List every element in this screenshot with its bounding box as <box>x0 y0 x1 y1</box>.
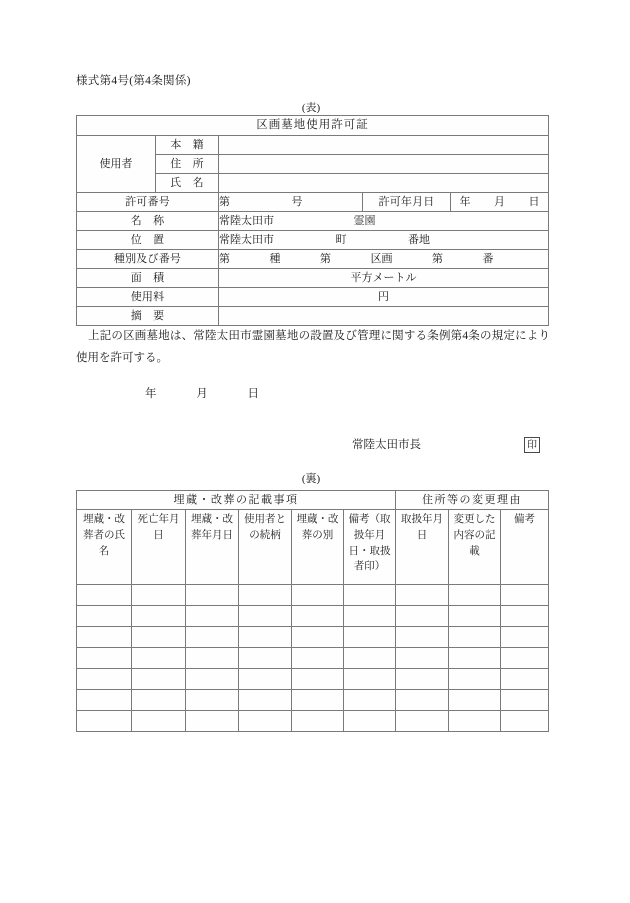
label-jusho: 住 所 <box>156 155 219 174</box>
cell[interactable] <box>292 648 344 669</box>
cell[interactable] <box>132 585 186 606</box>
value-honseki[interactable] <box>219 136 549 155</box>
cell[interactable] <box>132 606 186 627</box>
table-row <box>77 648 549 669</box>
label-permit-number: 許可番号 <box>77 193 219 212</box>
cell[interactable] <box>132 627 186 648</box>
cell[interactable] <box>239 606 292 627</box>
table-row-area <box>77 269 549 288</box>
cell[interactable] <box>239 648 292 669</box>
label-permit-date: 許可年月日 <box>363 193 451 212</box>
cell[interactable] <box>449 690 501 711</box>
cell[interactable] <box>344 627 396 648</box>
issue-date-day: 日 <box>247 388 259 400</box>
permit-number-suffix: 号 <box>291 195 303 208</box>
signer-name: 常陸太田市長 <box>352 439 421 451</box>
table-row <box>77 669 549 690</box>
cell[interactable] <box>449 669 501 690</box>
permit-date-day: 日 <box>528 195 540 208</box>
cell[interactable] <box>344 669 396 690</box>
column-header-relationship: 使用者との続柄 <box>239 510 292 585</box>
cell[interactable] <box>449 648 501 669</box>
cell[interactable] <box>292 711 344 732</box>
table-row-column-headers <box>77 510 549 585</box>
cell[interactable] <box>344 585 396 606</box>
label-location: 位 置 <box>77 231 219 250</box>
cell[interactable] <box>449 711 501 732</box>
cell[interactable] <box>396 627 449 648</box>
group-header-address-change: 住所等の変更理由 <box>396 491 549 510</box>
label-honseki: 本 籍 <box>156 136 219 155</box>
table-row <box>77 606 549 627</box>
location-city: 常陸太田市 <box>219 233 274 246</box>
cell[interactable] <box>501 606 549 627</box>
cell[interactable] <box>186 669 239 690</box>
permit-date-month: 月 <box>494 195 506 208</box>
column-header-burial-person-name: 埋蔵・改葬者の氏 名 <box>77 510 132 585</box>
table-row <box>77 627 549 648</box>
cemetery-city: 常陸太田市 <box>219 214 274 227</box>
column-header-burial-remarks: 備考（取扱年月日・取扱者印） <box>344 510 396 585</box>
table-row-group-headers <box>77 491 549 510</box>
permission-statement: 上記の区画墓地は、常陸太田市霊園墓地の設置及び管理に関する条例第4条の規定により使用を許可する。 <box>76 330 550 365</box>
cell[interactable] <box>186 585 239 606</box>
caption-front-side: (表) <box>301 102 321 114</box>
value-remarks[interactable] <box>219 307 549 326</box>
cell[interactable] <box>396 606 449 627</box>
cell[interactable] <box>132 690 186 711</box>
cell[interactable] <box>501 690 549 711</box>
label-area: 面 積 <box>77 269 219 288</box>
column-header-death-date: 死亡年月日 <box>132 510 186 585</box>
value-jusho[interactable] <box>219 155 549 174</box>
cell[interactable] <box>292 627 344 648</box>
cell[interactable] <box>77 606 132 627</box>
issue-date-month: 月 <box>196 388 208 400</box>
form-number-heading: 様式第4号(第4条関係) <box>76 75 191 87</box>
permit-date-year: 年 <box>459 195 471 208</box>
column-header-change-remarks: 備考 <box>501 510 549 585</box>
cell[interactable] <box>501 585 549 606</box>
cell[interactable] <box>449 627 501 648</box>
type-dai-2: 第 <box>320 252 331 265</box>
column-header-change-content: 変更した内容の記載 <box>449 510 501 585</box>
cell[interactable] <box>501 669 549 690</box>
cell[interactable] <box>292 690 344 711</box>
certificate-title: 区画墓地使用許可証 <box>77 116 549 136</box>
issue-date-year: 年 <box>145 388 157 400</box>
column-header-handling-date: 取扱年月日 <box>396 510 449 585</box>
cell[interactable] <box>344 690 396 711</box>
burial-record-table <box>76 490 549 732</box>
permit-certificate-table <box>76 115 549 326</box>
cell[interactable] <box>186 627 239 648</box>
cell[interactable] <box>77 669 132 690</box>
caption-back-side: (裏) <box>301 473 321 485</box>
cell[interactable] <box>132 669 186 690</box>
table-row <box>77 585 549 606</box>
cell[interactable] <box>292 669 344 690</box>
table-row-title <box>77 116 549 136</box>
cell[interactable] <box>239 585 292 606</box>
table-row <box>77 690 549 711</box>
table-row-fee <box>77 288 549 307</box>
cell[interactable] <box>344 711 396 732</box>
cell[interactable] <box>501 711 549 732</box>
value-permit-number[interactable] <box>219 193 363 212</box>
value-area[interactable]: 平方メートル <box>219 269 549 288</box>
value-type-and-number[interactable] <box>219 250 549 269</box>
type-dai-3: 第 <box>432 252 443 265</box>
cell[interactable] <box>239 711 292 732</box>
value-cemetery-name[interactable] <box>219 212 549 231</box>
cemetery-suffix: 霊園 <box>353 214 376 227</box>
cell[interactable] <box>239 669 292 690</box>
group-header-burial-records: 埋蔵・改葬の記載事項 <box>77 491 396 510</box>
cell[interactable] <box>501 627 549 648</box>
cell[interactable] <box>132 648 186 669</box>
type-kukaku: 区画 <box>370 252 393 265</box>
label-type-and-number: 種別及び番号 <box>77 250 219 269</box>
cell[interactable] <box>449 585 501 606</box>
column-header-burial-type: 埋蔵・改葬の別 <box>292 510 344 585</box>
cell[interactable] <box>77 690 132 711</box>
cell[interactable] <box>186 648 239 669</box>
table-row-name <box>77 212 549 231</box>
value-permit-date[interactable] <box>451 193 549 212</box>
value-usage-fee[interactable]: 円 <box>219 288 549 307</box>
table-row-location <box>77 231 549 250</box>
cell[interactable] <box>292 606 344 627</box>
cell[interactable] <box>344 606 396 627</box>
cell[interactable] <box>396 648 449 669</box>
type-dai-1: 第 <box>219 252 230 265</box>
cell[interactable] <box>77 627 132 648</box>
cell[interactable] <box>344 648 396 669</box>
cell[interactable] <box>396 585 449 606</box>
table-row <box>77 711 549 732</box>
cell[interactable] <box>132 711 186 732</box>
cell[interactable] <box>77 585 132 606</box>
table-row-type-number <box>77 250 549 269</box>
cell[interactable] <box>396 711 449 732</box>
cell[interactable] <box>239 627 292 648</box>
cell[interactable] <box>77 711 132 732</box>
type-ban: 番 <box>482 252 494 265</box>
cell[interactable] <box>239 690 292 711</box>
cell[interactable] <box>77 648 132 669</box>
issue-date-line[interactable] <box>145 385 259 401</box>
cell[interactable] <box>292 585 344 606</box>
table-row-remarks <box>77 307 549 326</box>
cell[interactable] <box>396 690 449 711</box>
user-label: 使用者 <box>77 136 156 193</box>
value-shimei[interactable] <box>219 174 549 193</box>
label-shimei: 氏 名 <box>156 174 219 193</box>
location-lot: 番地 <box>408 233 430 246</box>
table-row-permit-number <box>77 193 549 212</box>
permit-number-prefix: 第 <box>219 195 230 208</box>
location-town: 町 <box>335 233 347 246</box>
column-header-burial-date: 埋蔵・改葬年月日 <box>186 510 239 585</box>
cell[interactable] <box>186 690 239 711</box>
cell[interactable] <box>449 606 501 627</box>
table-row <box>77 136 549 155</box>
cell[interactable] <box>186 711 239 732</box>
type-shu: 種 <box>269 252 281 265</box>
label-remarks: 摘 要 <box>77 307 219 326</box>
label-cemetery-name: 名 称 <box>77 212 219 231</box>
value-location[interactable] <box>219 231 549 250</box>
label-usage-fee: 使用料 <box>77 288 219 307</box>
cell[interactable] <box>186 606 239 627</box>
cell[interactable] <box>396 669 449 690</box>
seal-stamp-box[interactable]: 印 <box>524 437 540 453</box>
cell[interactable] <box>501 648 549 669</box>
